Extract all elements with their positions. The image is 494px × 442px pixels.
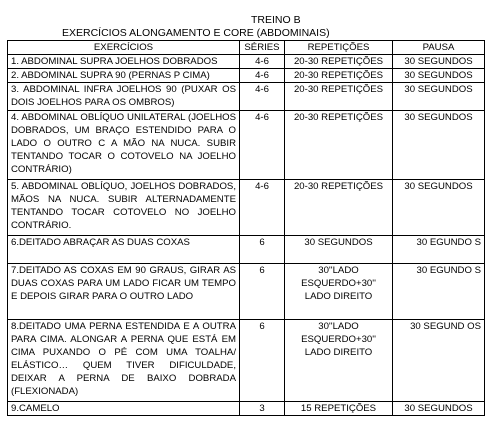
series-cell: 4-6 xyxy=(240,111,285,180)
rest-cell: 30 SEGUNDOS xyxy=(393,402,485,416)
header-exercises: EXERCÍCIOS xyxy=(8,41,240,55)
rest-cell: 30 SEGUNDOS xyxy=(393,111,485,180)
rest-cell: 30 SEGUNDOS xyxy=(393,69,485,83)
series-cell: 6 xyxy=(240,264,285,320)
reps-cell: 15 REPETIÇÕES xyxy=(285,402,393,416)
exercise-cell: 1. ABDOMINAL SUPRA JOELHOS DOBRADOS xyxy=(8,55,240,69)
reps-cell: 20-30 REPETIÇÕES xyxy=(285,55,393,69)
reps-cell: 30 SEGUNDOS xyxy=(285,236,393,264)
exercise-cell: 7.DEITADO AS COXAS EM 90 GRAUS, GIRAR AS DUAS COXAS PARA UM LADO FICAR UM TEMPO E DEPOIS GIRAR PARA O OUTRO LADO xyxy=(8,264,240,320)
reps-cell: 30''LADO ESQUERDO+30'' LADO DIREITO xyxy=(285,264,393,320)
reps-cell: 20-30 REPETIÇÕES xyxy=(285,111,393,180)
series-cell: 6 xyxy=(240,236,285,264)
header-rest: PAUSA xyxy=(393,41,485,55)
table-row xyxy=(8,83,485,111)
series-cell: 6 xyxy=(240,320,285,402)
reps-cell: 30''LADO ESQUERDO+30'' LADO DIREITO xyxy=(285,320,393,402)
exercise-cell: 8.DEITADO UMA PERNA ESTENDIDA E A OUTRA PARA CIMA. ALONGAR A PERNA QUE ESTÁ EM CIMA PUXANDO O PÉ COM UMA TOALHA/ ELÁSTICO… QUEM TIVER DIFICULDADE, DEIXAR A PERNA DE BAIXO DOBRADA (FLEXIONADA) xyxy=(8,320,240,402)
rest-cell: 30 SEGUNDOS xyxy=(393,180,485,236)
rest-cell: 30 SEGUNDOS xyxy=(393,83,485,111)
series-cell: 4-6 xyxy=(240,55,285,69)
rest-cell: 30 EGUNDO S xyxy=(393,236,485,264)
exercise-cell: 6.DEITADO ABRAÇAR AS DUAS COXAS xyxy=(8,236,240,264)
header-series: SÉRIES xyxy=(240,41,285,55)
exercise-cell: 9.CAMELO xyxy=(8,402,240,416)
table-header-row xyxy=(8,41,485,55)
table-row xyxy=(8,264,485,320)
table-row xyxy=(8,180,485,236)
header-reps: REPETIÇÕES xyxy=(285,41,393,55)
reps-cell: 20-30 REPETIÇÕES xyxy=(285,180,393,236)
table-row xyxy=(8,320,485,402)
reps-cell: 20-30 REPETIÇÕES xyxy=(285,69,393,83)
exercise-cell: 3. ABDOMINAL INFRA JOELHOS 90 (PUXAR OS DOIS JOELHOS PARA OS OMBROS) xyxy=(8,83,240,111)
table-row xyxy=(8,236,485,264)
table-row xyxy=(8,69,485,83)
series-cell: 4-6 xyxy=(240,69,285,83)
exercise-cell: 4. ABDOMINAL OBLÍQUO UNILATERAL (JOELHOS DOBRADOS, UM BRAÇO ESTENDIDO PARA O LADO O OUTRO C A MÃO NA NUCA. SUBIR TENTANDO TOCAR O COTOVELO NA JOELHO CONTRÁRIO) xyxy=(8,111,240,180)
rest-cell: 30 SEGUNDOS xyxy=(393,55,485,69)
table-row xyxy=(8,111,485,180)
table-row xyxy=(8,55,485,69)
rest-cell: 30 EGUNDO S xyxy=(393,264,485,320)
table-row xyxy=(8,402,485,416)
exercise-cell: 5. ABDOMINAL OBLÍQUO, JOELHOS DOBRADOS, MÃOS NA NUCA. SUBIR ALTERNADAMENTE TENTANDO TOCAR COTOVELO NO JOELHO CONTRÁRIO. xyxy=(8,180,240,236)
page-subtitle: EXERCÍCIOS ALONGAMENTO E CORE (ABDOMINAIS) xyxy=(62,27,330,39)
page-title: TREINO B xyxy=(251,14,301,26)
series-cell: 4-6 xyxy=(240,83,285,111)
exercise-cell: 2. ABDOMINAL SUPRA 90 (PERNAS P CIMA) xyxy=(8,69,240,83)
reps-cell: 20-30 REPETIÇÕES xyxy=(285,83,393,111)
series-cell: 4-6 xyxy=(240,180,285,236)
workout-table xyxy=(7,40,485,416)
series-cell: 3 xyxy=(240,402,285,416)
rest-cell: 30 SEGUND OS xyxy=(393,320,485,402)
